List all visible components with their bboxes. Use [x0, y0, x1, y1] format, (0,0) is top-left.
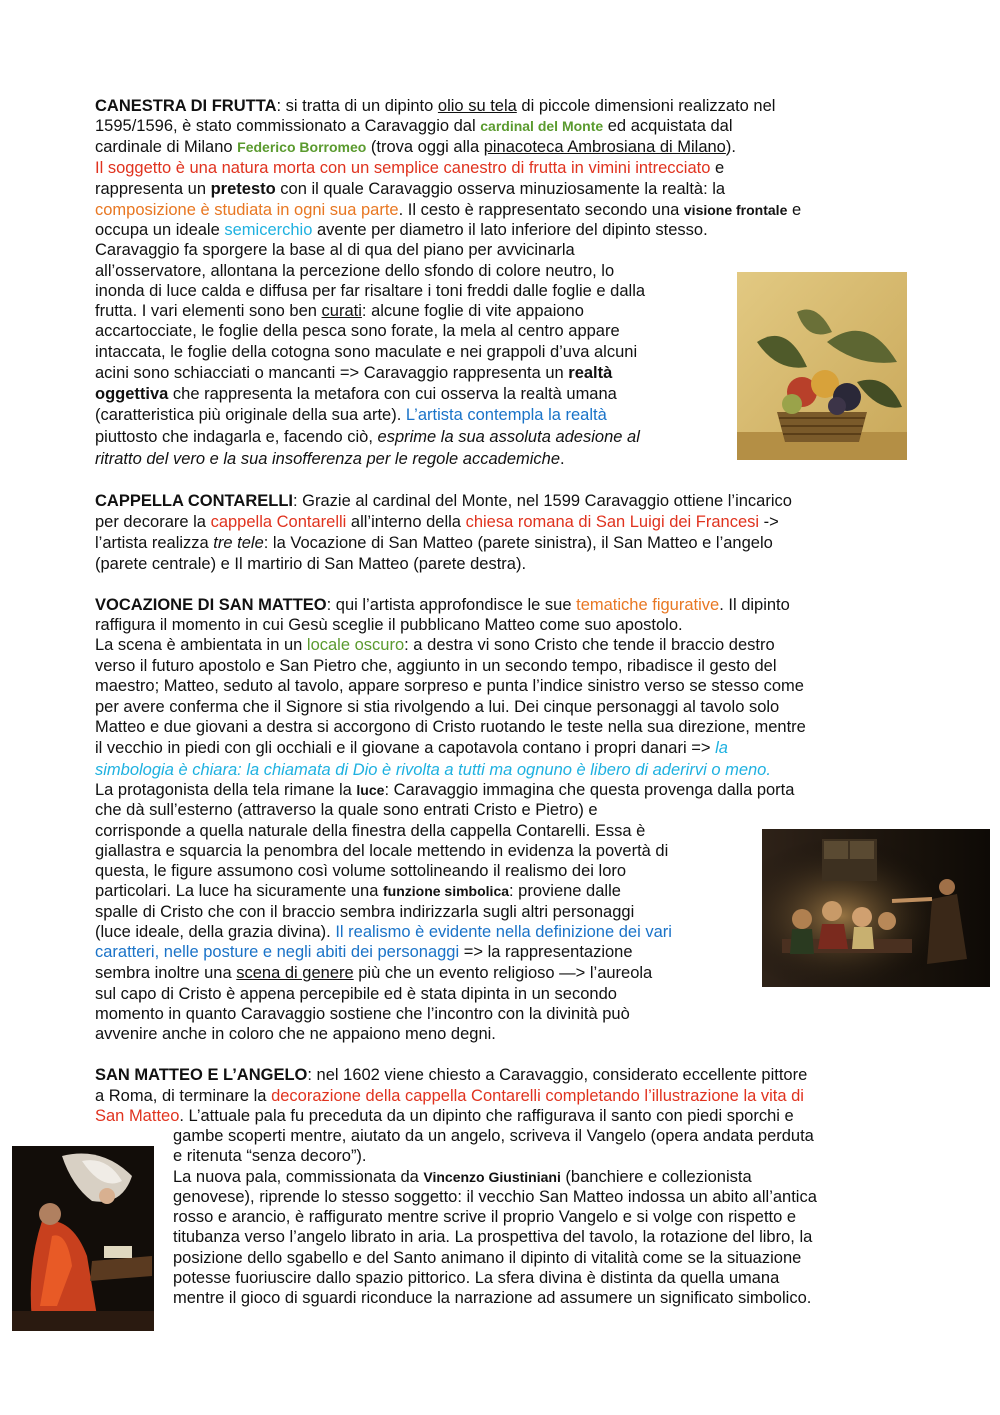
text-line — [95, 942, 633, 962]
text-line: Caravaggio fa sporgere la base al di qua del piano per avvicinarla — [95, 241, 575, 259]
text-line — [95, 449, 565, 469]
text: cardinale di Milano — [95, 138, 238, 156]
text: -> — [759, 513, 779, 531]
heading-vocazione: VOCAZIONE DI SAN MATTEO — [95, 596, 327, 614]
text-bold: pretesto — [210, 180, 276, 198]
painting-vocazione-di-san-matteo — [762, 829, 990, 987]
text-line — [95, 1086, 804, 1106]
text: => la rappresentazione — [459, 943, 633, 961]
text-line — [95, 760, 771, 780]
text-underlined: olio su tela — [437, 97, 517, 115]
text-line: e ritenuta “senza decoro”). — [173, 1147, 367, 1165]
text-line: potesse fuoriuscire dallo spazio pittorico. La sfera divina è distinta da quella umana — [173, 1269, 780, 1287]
text-line: verso il futuro apostolo e San Pietro che, aggiunto in un secondo tempo, ribadisce il gesto del — [95, 657, 777, 675]
text-line — [95, 179, 725, 199]
text-line: intaccata, le foglie della cotogna sono maculate e nei grappoli d’uva alcuni — [95, 343, 638, 361]
text: che rappresenta la metafora con cui osserva la realtà umana — [168, 385, 617, 403]
painting-san-matteo-e-angelo — [12, 1146, 154, 1331]
text: (banchiere e collezionista — [560, 1168, 752, 1186]
text-line — [95, 738, 728, 758]
text: : qui l’artista approfondisce le sue — [326, 596, 577, 614]
text-line — [95, 96, 775, 116]
text-line: corrisponde a quella naturale della finestra della cappella Contarelli. Essa è — [95, 822, 646, 840]
painting-canestra-di-frutta — [737, 272, 907, 460]
text-line: giallastra e squarcia la penombra del locale mettendo in evidenza la povertà di — [95, 842, 669, 860]
text-line — [95, 881, 621, 901]
text: : si tratta di un dipinto — [276, 97, 438, 115]
text-line: avvenire anche in coloro che ne appaiono meno degni. — [95, 1025, 496, 1043]
text: : nel 1602 viene chiesto a Caravaggio, considerato eccellente pittore — [307, 1066, 808, 1084]
text: e — [787, 201, 802, 219]
text-line — [95, 220, 708, 240]
highlight-blue: L’artista contempla la realtà — [405, 406, 607, 424]
text-line — [95, 533, 773, 553]
text-line: titubanza verso l’angelo librato in aria. La prospettiva del tavolo, la rotazione del libro, la — [173, 1228, 813, 1246]
highlight-orange: composizione è studiata in ogni sua parte — [95, 201, 399, 219]
text-line — [95, 301, 584, 321]
text-line — [95, 491, 792, 511]
text: : la Vocazione di San Matteo (parete sinistra), il San Matteo e l’angelo — [263, 534, 773, 552]
text: (trova oggi alla — [366, 138, 484, 156]
text-bold: oggettiva — [95, 385, 169, 403]
text-line — [95, 780, 794, 800]
highlight-red: San Matteo — [95, 1107, 180, 1125]
text-line — [95, 1106, 794, 1126]
text-line: raffigura il momento in cui Gesù sceglie il pubblicano Matteo come suo apostolo. — [95, 616, 683, 634]
text: frutta. I vari elementi sono ben — [95, 302, 322, 320]
text-bold: Vincenzo Giustiniani — [423, 1169, 561, 1185]
highlight-red: decorazione della cappella Contarelli completando l’illustrazione la vita di — [271, 1087, 804, 1105]
text-line — [95, 427, 640, 447]
text-line — [95, 512, 779, 532]
text-bold: funzione simbolica — [383, 883, 510, 899]
text-line — [95, 384, 617, 404]
text-line: rosso e arancio, è raffigurato mentre scrive il proprio Vangelo e si volge con rispetto e — [173, 1208, 797, 1226]
text: (caratteristica più originale della sua arte). — [95, 406, 406, 424]
highlight-orange: tematiche figurative — [576, 596, 720, 614]
highlight-cyan: simbologia è chiara: la chiamata di Dio è rivolta a tutti ma ognuno è libero di aderirvi o meno. — [95, 761, 771, 779]
text-line: maestro; Matteo, seduto al tavolo, appare sorpreso e punta l’indice sinistro verso se stesso come — [95, 677, 804, 695]
highlight-blue: caratteri, nelle posture e negli abiti dei personaggi — [95, 943, 460, 961]
text: : alcune foglie di vite appaiono — [361, 302, 584, 320]
text-line — [95, 963, 652, 983]
text: ). — [725, 138, 736, 156]
text-line: gambe scoperti mentre, aiutato da un angelo, scriveva il Vangelo (opera andata perduta — [173, 1127, 814, 1145]
text: acini sono schiacciati o mancanti => Caravaggio rappresenta un — [95, 364, 569, 382]
text-line — [95, 405, 607, 425]
text-line — [95, 158, 724, 178]
highlight-cyan: semicerchio — [224, 221, 313, 239]
highlight-blue: Il realismo è evidente nella definizione dei vari — [335, 923, 672, 941]
text: La scena è ambientata in un — [95, 636, 307, 654]
highlight-red: cappella Contarelli — [210, 513, 347, 531]
text-line: che dà sull’esterno (attraverso la quale sono entrati Cristo e Pietro) e — [95, 801, 598, 819]
text: : a destra vi sono Cristo che tende il braccio destro — [404, 636, 775, 654]
text: più che un evento religioso —> l’aureola — [353, 964, 653, 982]
heading-cappella: CAPPELLA CONTARELLI — [95, 492, 293, 510]
text: con il quale Caravaggio osserva minuziosamente la realtà: la — [275, 180, 726, 198]
text: : Grazie al cardinal del Monte, nel 1599 Caravaggio ottiene l’incarico — [293, 492, 792, 510]
highlight-red: Il soggetto è una natura morta con un semplice canestro di frutta in vimini intrecciato — [95, 159, 711, 177]
text-line: inonda di luce calda e diffusa per far risaltare i toni freddi dalle foglie e dalla — [95, 282, 646, 300]
text-line — [95, 137, 736, 157]
text-line — [173, 1167, 752, 1187]
text-line: mentre il gioco di sguardi riconduce la narrazione ad assumere un significato simbolico. — [173, 1289, 812, 1307]
text-line: sul capo di Cristo è appena percepibile ed è stata dipinta in un secondo — [95, 985, 617, 1003]
text: il vecchio in piedi con gli occhiali e il giovane a capotavola contano i propri danari => — [95, 739, 716, 757]
text-line: Matteo e due giovani a destra si accorgono di Cristo ruotando le teste nella sua direzione, mentre — [95, 718, 806, 736]
text: l’artista realizza — [95, 534, 214, 552]
text: (luce ideale, della grazia divina). — [95, 923, 336, 941]
text-italic: tre tele — [213, 534, 264, 552]
text: . Il dipinto — [719, 596, 790, 614]
text-line: posizione dello sgabello e del Santo animano il dipinto di vitalità come se la situazione — [173, 1249, 802, 1267]
text-line — [95, 922, 672, 942]
text: La nuova pala, commissionata da — [173, 1168, 424, 1186]
text-underlined: curati — [321, 302, 362, 320]
text-bold: realtà — [568, 364, 613, 382]
text-bold: visione frontale — [683, 202, 788, 218]
text: piuttosto che indagarla e, facendo ciò, — [95, 428, 378, 446]
text: . L’attuale pala fu preceduta da un dipinto che raffigurava il santo con piedi sporchi e — [179, 1107, 794, 1125]
text-line: per avere conferma che il Signore si stia rivolgendo a lui. Dei cinque personaggi al tavolo solo — [95, 698, 780, 716]
heading-san-matteo: SAN MATTEO E L’ANGELO — [95, 1066, 308, 1084]
text-line: genovese), riprende lo stesso soggetto: il vecchio San Matteo indossa un abito all’antica — [173, 1188, 817, 1206]
text-line: spalle di Cristo che con il braccio sembra indirizzarla sugli altri personaggi — [95, 903, 635, 921]
text-underlined: pinacoteca Ambrosiana di Milano — [483, 138, 726, 156]
highlight-green: Federico Borromeo — [237, 139, 367, 155]
text: a Roma, di terminare la — [95, 1087, 272, 1105]
text-line: momento in quanto Caravaggio sostiene che l’incontro con la divinità può — [95, 1005, 630, 1023]
highlight-red: chiesa romana di San Luigi dei Francesi — [465, 513, 760, 531]
text: per decorare la — [95, 513, 211, 531]
text: avente per diametro il lato inferiore del dipinto stesso. — [312, 221, 708, 239]
text-line — [95, 200, 801, 220]
highlight-cyan: la — [715, 739, 728, 757]
text: 1595/1596, è stato commissionato a Caravaggio dal — [95, 117, 481, 135]
text-underlined: scena di genere — [236, 964, 354, 982]
text-bold: luce — [356, 782, 385, 798]
highlight-green: locale oscuro — [306, 636, 405, 654]
text: di piccole dimensioni realizzato nel — [516, 97, 776, 115]
text: La protagonista della tela rimane la — [95, 781, 357, 799]
text: e — [710, 159, 725, 177]
text-line — [95, 363, 612, 383]
text-line: all’osservatore, allontana la percezione dello sfondo di colore neutro, lo — [95, 262, 615, 280]
text-line: questa, le figure assumono così volume sottolineando il realismo dei loro — [95, 862, 627, 880]
highlight-green: cardinal del Monte — [480, 118, 604, 134]
text-line: accartocciate, le foglie della pesca sono forate, la mela al centro appare — [95, 322, 620, 340]
text: : proviene dalle — [509, 882, 621, 900]
text: . — [560, 450, 565, 468]
text-italic: ritratto del vero e la sua insofferenza per le regole accademiche — [95, 450, 561, 468]
text: all’interno della — [346, 513, 466, 531]
text-line — [95, 116, 733, 136]
text-line — [95, 595, 790, 615]
text: ed acquistata dal — [603, 117, 733, 135]
text-line: (parete centrale) e Il martirio di San Matteo (parete destra). — [95, 555, 527, 573]
text-line — [95, 1065, 807, 1085]
heading-canestra: CANESTRA DI FRUTTA — [95, 97, 277, 115]
text: sembra inoltre una — [95, 964, 237, 982]
text: occupa un ideale — [95, 221, 225, 239]
text: rappresenta un — [95, 180, 211, 198]
text: . Il cesto è rappresentato secondo una — [398, 201, 684, 219]
text: particolari. La luce ha sicuramente una — [95, 882, 383, 900]
text-line — [95, 635, 775, 655]
text-italic: esprime la sua assoluta adesione al — [377, 428, 640, 446]
text: : Caravaggio immagina che questa provenga dalla porta — [384, 781, 795, 799]
